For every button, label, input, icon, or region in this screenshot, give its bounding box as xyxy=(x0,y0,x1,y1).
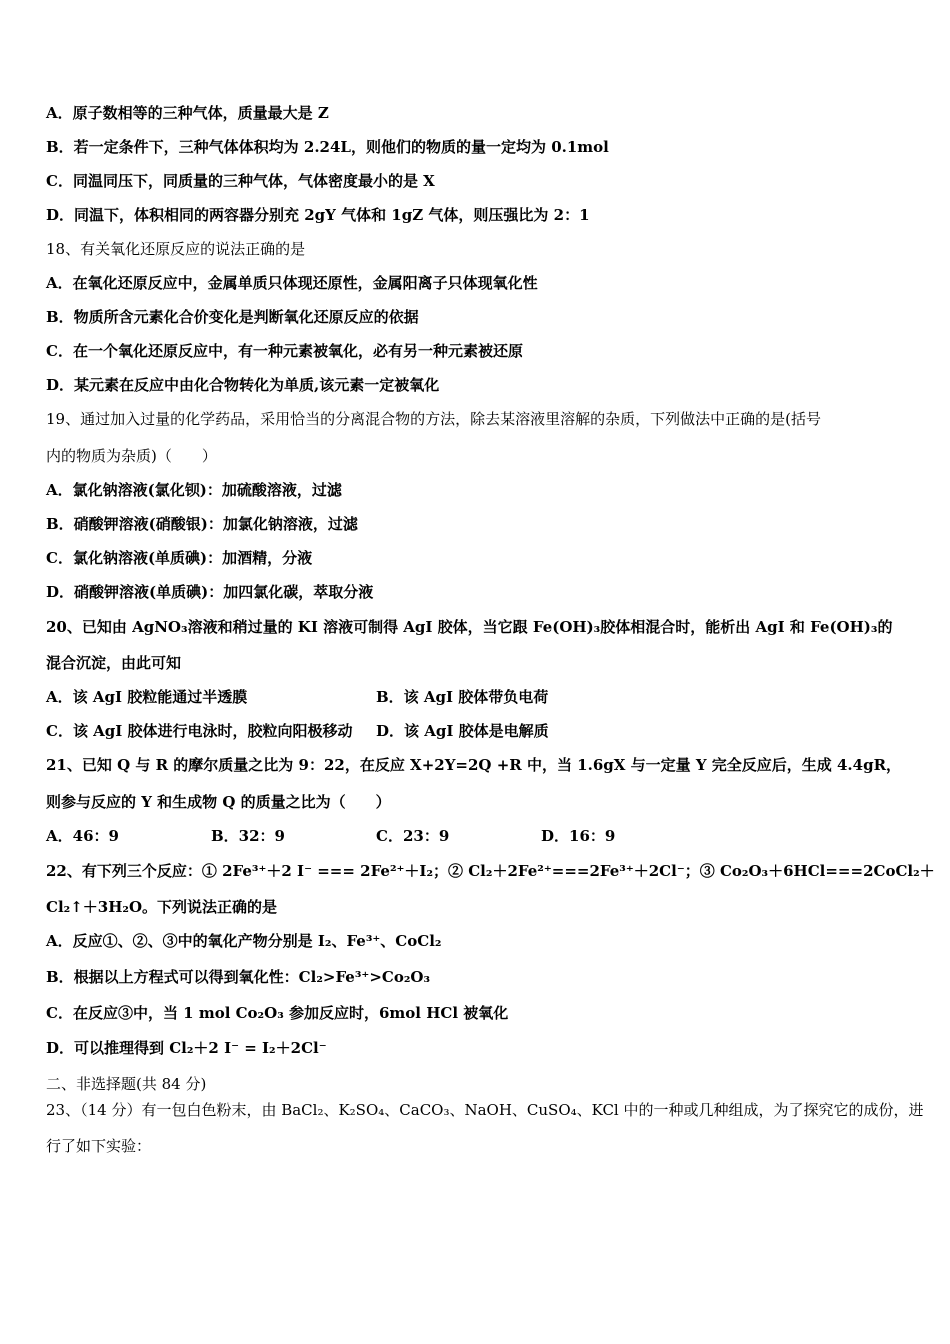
q20-option-c: C．该 AgI 胶体进行电泳时，胶粒向阳极移动 xyxy=(46,722,353,740)
q22-option-a: A．反应①、②、③中的氧化产物分别是 I₂、Fe³⁺、CoCl₂ xyxy=(46,932,442,950)
q22-stem-line1: 22、有下列三个反应：① 2Fe³⁺＋2 I⁻ === 2Fe²⁺＋I₂；② Cl₂＋2Fe²⁺===2Fe³⁺＋2Cl⁻；③ Co₂O₃＋6HCl===2CoCl₂＋ xyxy=(46,862,935,880)
q19-option-c: C．氯化钠溶液(单质碘)：加酒精，分液 xyxy=(46,549,313,567)
q21-option-c: C．23：9 xyxy=(376,827,450,845)
q22-option-c: C．在反应③中，当 1 mol Co₂O₃ 参加反应时，6mol HCl 被氧化 xyxy=(46,1004,509,1022)
q20-option-b: B．该 AgI 胶体带负电荷 xyxy=(376,688,549,706)
q20-stem-line2: 混合沉淀，由此可知 xyxy=(46,654,182,672)
q17-option-c: C．同温同压下，同质量的三种气体，气体密度最小的是 X xyxy=(46,172,435,190)
q23-stem-line1: 23、（14 分）有一包白色粉末，由 BaCl₂、K₂SO₄、CaCO₃、NaOH、CuSO₄、KCl 中的一种或几种组成，为了探究它的成份，进 xyxy=(46,1101,924,1119)
q21-option-d: D．16：9 xyxy=(541,827,616,845)
q18-option-a: A．在氧化还原反应中，金属单质只体现还原性，金属阳离子只体现氧化性 xyxy=(46,274,538,292)
q21-stem-line1: 21、已知 Q 与 R 的摩尔质量之比为 9：22，在反应 X+2Y=2Q +R 中，当 1.6gX 与一定量 Y 完全反应后，生成 4.4gR， xyxy=(46,756,902,774)
q17-option-d: D．同温下，体积相同的两容器分别充 2gY 气体和 1gZ 气体，则压强比为 2：1 xyxy=(46,206,590,224)
q18-option-c: C．在一个氧化还原反应中，有一种元素被氧化，必有另一种元素被还原 xyxy=(46,342,523,360)
q21-option-b: B．32：9 xyxy=(211,827,285,845)
q18-stem: 18、有关氧化还原反应的说法正确的是 xyxy=(46,240,306,258)
q19-option-a: A．氯化钠溶液(氯化钡)：加硫酸溶液，过滤 xyxy=(46,481,342,499)
q18-option-b: B．物质所含元素化合价变化是判断氧化还原反应的依据 xyxy=(46,308,419,326)
q17-option-a: A．原子数相等的三种气体，质量最大是 Z xyxy=(46,104,329,122)
q21-stem-line2: 则参与反应的 Y 和生成物 Q 的质量之比为（ ） xyxy=(46,793,391,811)
q20-option-d: D．该 AgI 胶体是电解质 xyxy=(376,722,549,740)
q19-option-d: D．硝酸钾溶液(单质碘)：加四氯化碳，萃取分液 xyxy=(46,583,374,601)
q21-option-a: A．46：9 xyxy=(46,827,119,845)
q23-stem-line2: 行了如下实验： xyxy=(46,1137,152,1155)
q20-stem-line1: 20、已知由 AgNO₃溶液和稍过量的 KI 溶液可制得 AgI 胶体，当它跟 Fe(OH)₃胶体相混合时，能析出 AgI 和 Fe(OH)₃的 xyxy=(46,618,893,636)
q18-option-d: D．某元素在反应中由化合物转化为单质,该元素一定被氧化 xyxy=(46,376,440,394)
q17-option-b: B．若一定条件下，三种气体体积均为 2.24L，则他们的物质的量一定均为 0.1mol xyxy=(46,138,609,156)
q22-option-b: B．根据以上方程式可以得到氧化性：Cl₂>Fe³⁺>Co₂O₃ xyxy=(46,968,431,986)
q22-stem-line2: Cl₂↑＋3H₂O。下列说法正确的是 xyxy=(46,898,278,916)
section-2-title: 二、非选择题(共 84 分) xyxy=(46,1075,207,1093)
q19-stem-line1: 19、通过加入过量的化学药品，采用恰当的分离混合物的方法，除去某溶液里溶解的杂质，下列做法中正确的是(括号 xyxy=(46,410,821,428)
q20-option-a: A．该 AgI 胶粒能通过半透膜 xyxy=(46,688,248,706)
q22-option-d: D．可以推理得到 Cl₂＋2 I⁻ = I₂＋2Cl⁻ xyxy=(46,1039,327,1057)
q19-option-b: B．硝酸钾溶液(硝酸银)：加氯化钠溶液，过滤 xyxy=(46,515,358,533)
q19-stem-line2: 内的物质为杂质)（ ） xyxy=(46,447,217,465)
